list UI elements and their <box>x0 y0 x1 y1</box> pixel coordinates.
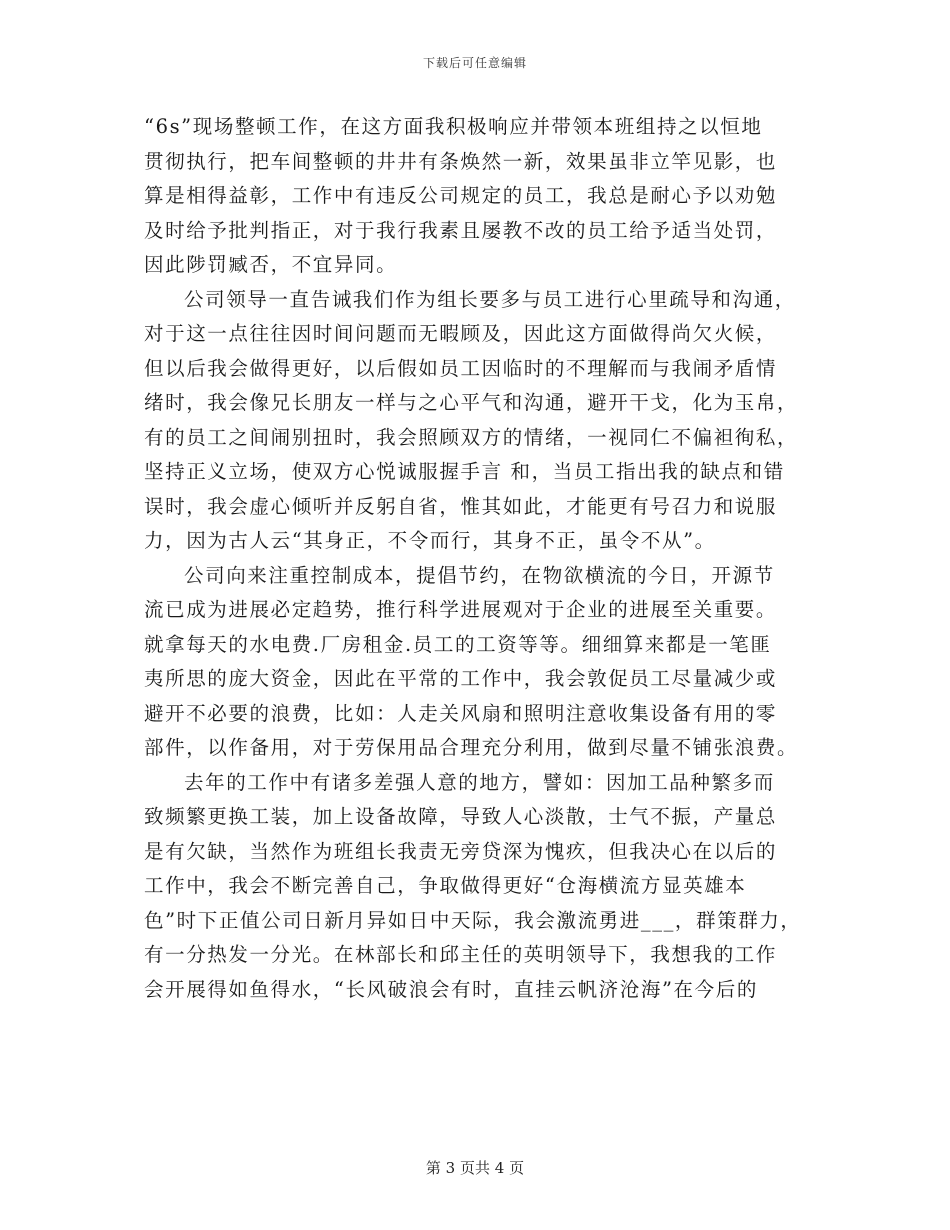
text-line: 公司领导一直告诫我们作为组长要多与员工进行心里疏导和沟通， <box>184 287 796 311</box>
text-line: 有一分热发一分光。在林部长和邱主任的英明领导下，我想我的工作 <box>144 943 778 966</box>
text-line: 算是相得益彰，工作中有违反公司规定的员工，我总是耐心予以劝勉 <box>144 184 778 207</box>
text-line: 色”时下正值公司日新月异如日中天际，我会激流勇进___，群策群力， <box>144 908 802 932</box>
text-line: 力，因为古人云“其身正，不令而行，其身不正，虽令不从”。 <box>144 529 716 552</box>
text-line: 但以后我会做得更好，以后假如员工因临时的不理解而与我闹矛盾情 <box>144 356 778 380</box>
text-line: 是有欠缺，当然作为班组长我责无旁贷深为愧疚，但我决心在以后的 <box>144 839 778 863</box>
text-line: “6s”现场整顿工作，在这方面我积极响应并带领本班组持之以恒地 <box>144 115 763 138</box>
text-line: 因此陟罚臧否，不宜异同。 <box>144 253 398 276</box>
text-line: 工作中，我会不断完善自己，争取做得更好“仓海横流方显英雄本 <box>144 874 747 897</box>
text-line: 就拿每天的水电费.厂房租金.员工的工资等等。细细算来都是一笔匪 <box>144 632 772 656</box>
text-line: 公司向来注重控制成本，提倡节约，在物欲横流的今日，开源节 <box>184 563 775 587</box>
text-line: 致频繁更换工装，加上设备故障，导致人心淡散，士气不振，产量总 <box>144 805 778 828</box>
text-line: 去年的工作中有诸多差强人意的地方，譬如：因加工品种繁多而 <box>184 770 775 794</box>
text-line: 有的员工之间闹别扭时，我会照顾双方的情绪，一视同仁不偏袒徇私， <box>144 425 799 449</box>
text-line: 及时给予批判指正，对于我行我素且屡教不改的员工给予适当处罚， <box>144 218 778 242</box>
text-line: 贯彻执行，把车间整顿的井井有条焕然一新，效果虽非立竿见影，也 <box>144 149 778 173</box>
text-line: 误时，我会虚心倾听并反躬自省，惟其如此，才能更有号召力和说服 <box>144 494 778 518</box>
text-line: 绪时，我会像兄长朋友一样与之心平气和沟通，避开干戈，化为玉帛， <box>144 391 799 414</box>
text-line: 避开不必要的浪费，比如：人走关风扇和照明注意收集设备有用的零 <box>144 701 778 725</box>
text-line: 会开展得如鱼得水，“长风破浪会有时，直挂云帆济沧海”在今后的 <box>144 977 758 1001</box>
text-line: 夷所思的庞大资金，因此在平常的工作中，我会敦促员工尽量减少或 <box>144 667 778 690</box>
page-footer: 第 3 页共 4 页 <box>425 1159 525 1177</box>
document-body <box>144 110 824 1007</box>
text-line: 坚持正义立场，使双方心悦诚服握手言 和，当员工指出我的缺点和错 <box>144 460 785 483</box>
text-line: 流已成为进展必定趋势，推行科学进展观对于企业的进展至关重要。 <box>144 598 778 621</box>
text-line: 对于这一点往往因时间问题而无暇顾及，因此这方面做得尚欠火候， <box>144 322 778 345</box>
text-line: 部件，以作备用，对于劳保用品合理充分利用，做到尽量不铺张浪费。 <box>144 736 799 759</box>
page-header: 下载后可任意编辑 <box>422 56 527 70</box>
